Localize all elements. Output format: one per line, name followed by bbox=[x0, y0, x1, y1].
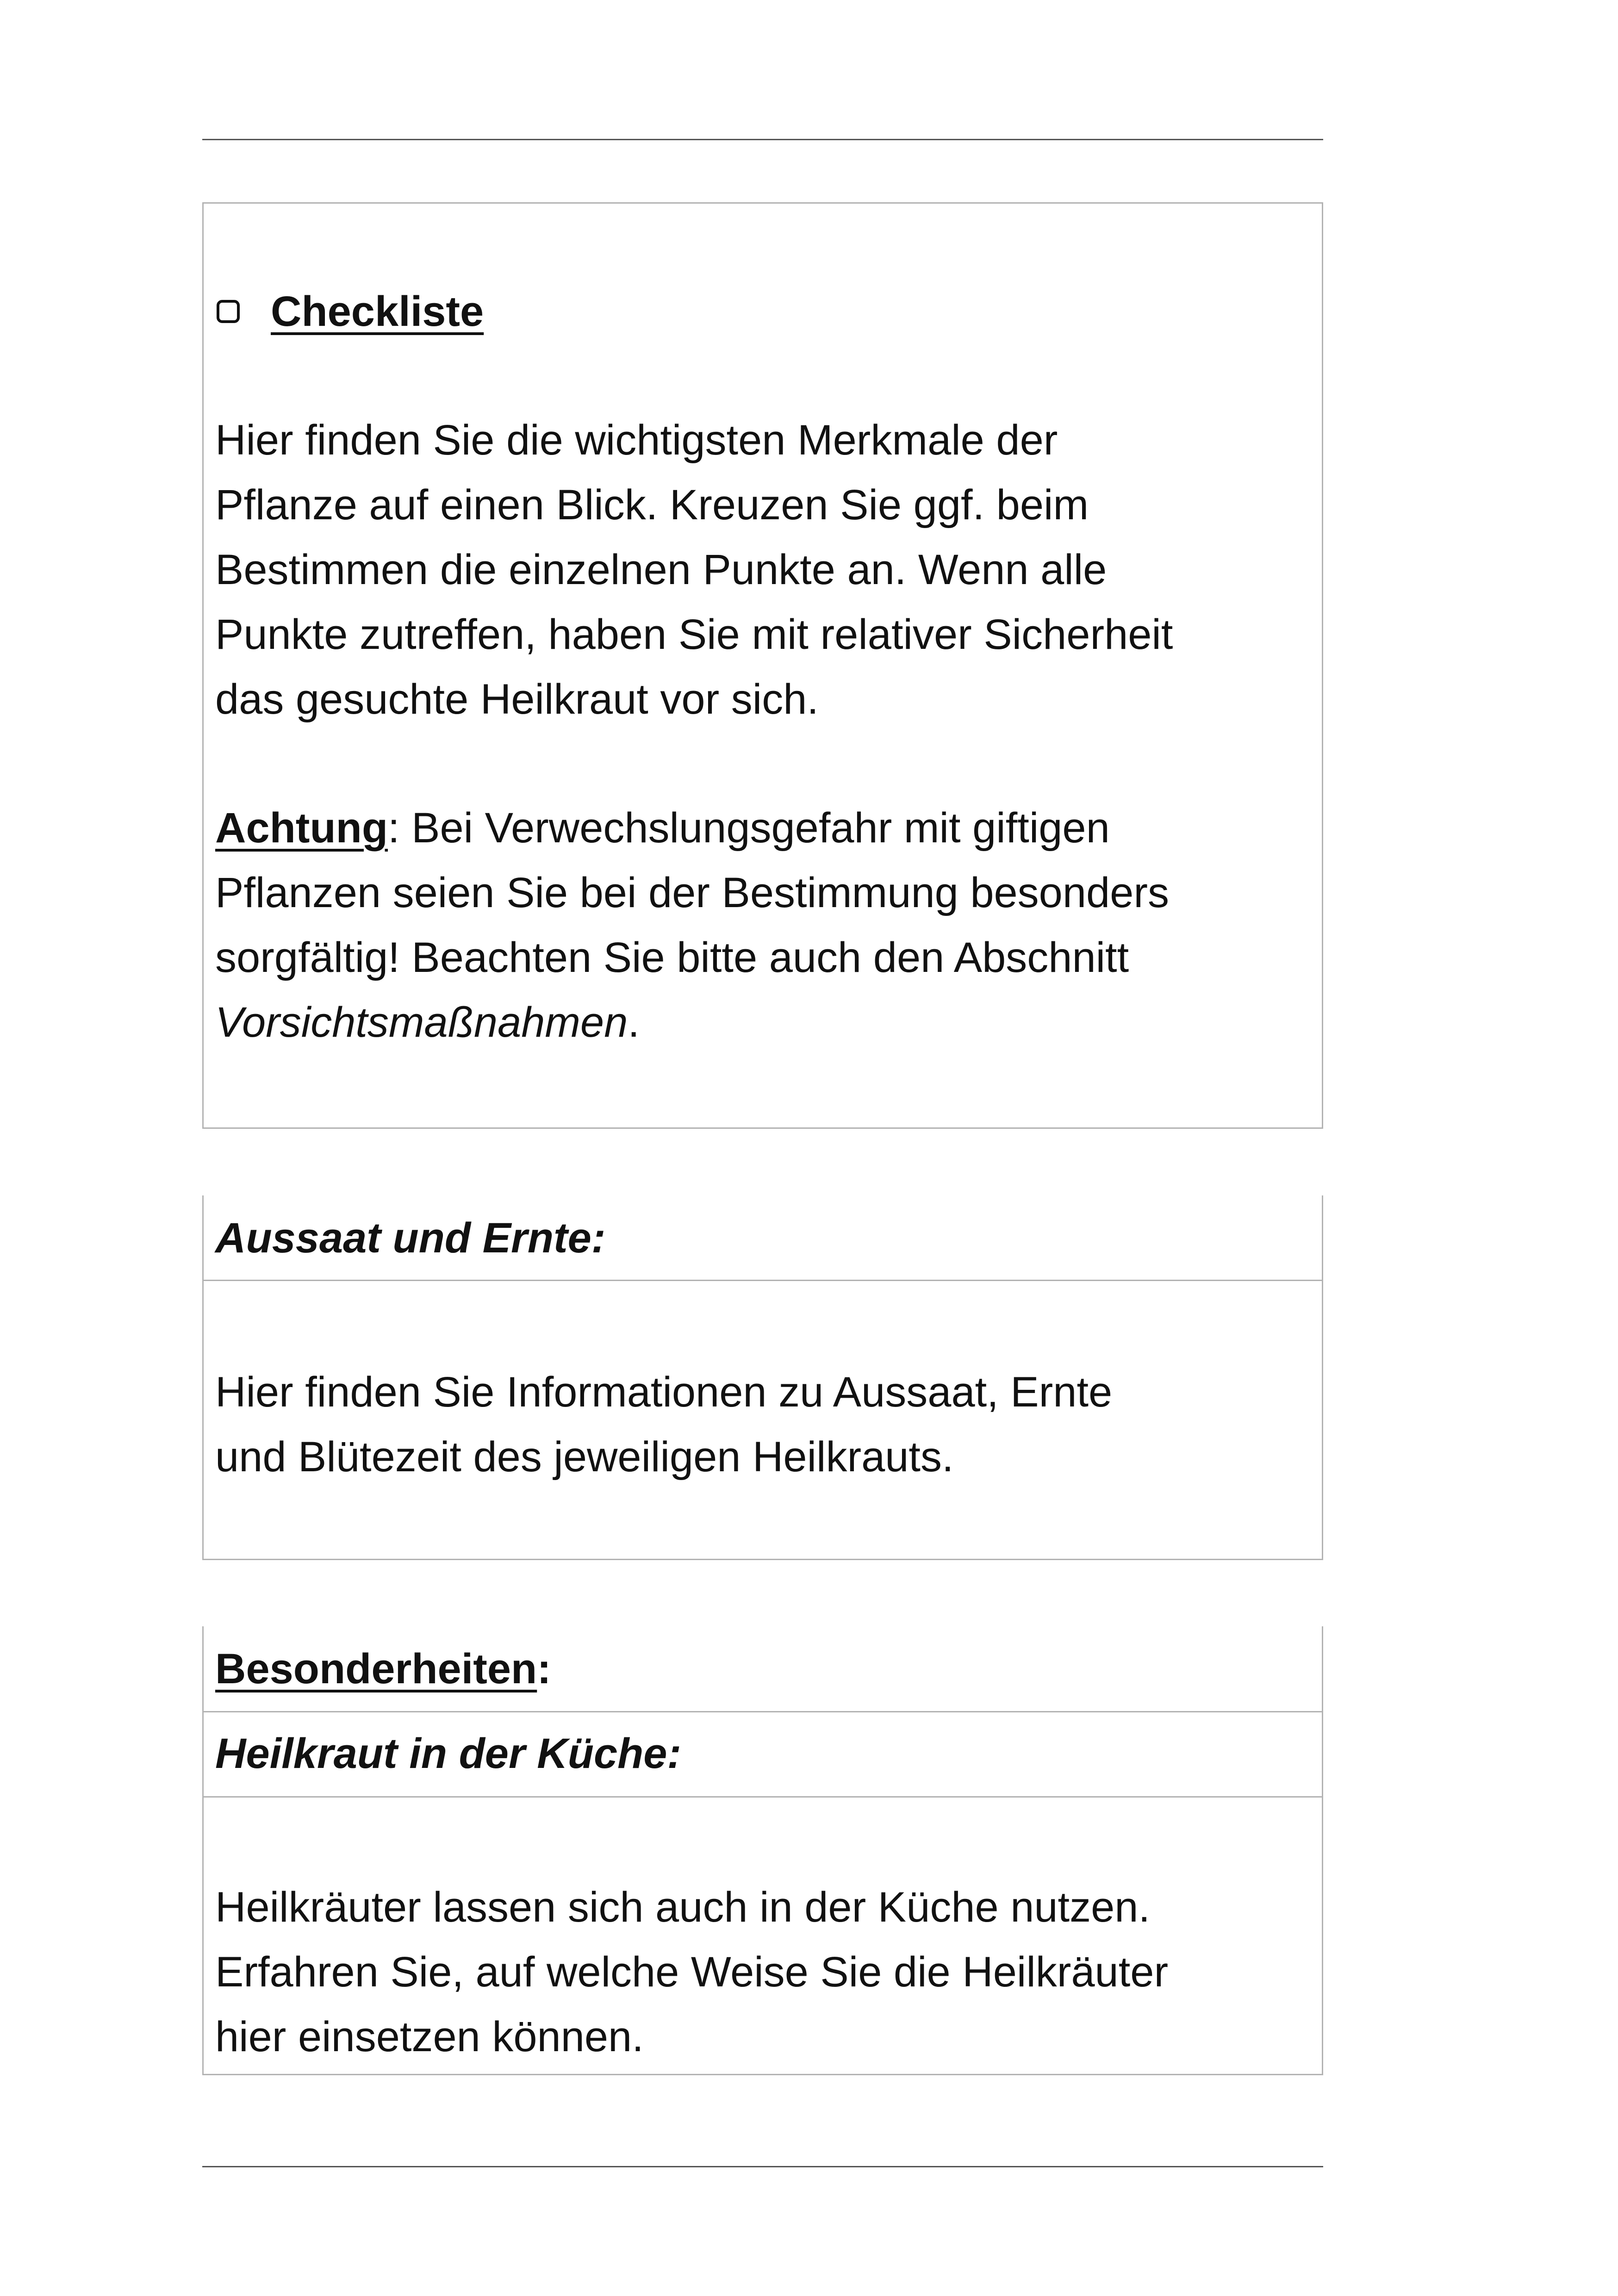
besonderheiten-colon: : bbox=[537, 1645, 551, 1692]
warning-line-1 bbox=[215, 796, 1310, 860]
checklist-intro-line-4: Punkte zutreffen, haben Sie mit relativer Sicherheit bbox=[215, 611, 1173, 658]
kueche-line-2: Erfahren Sie, auf welche Weise Sie die Heilkräuter bbox=[215, 1948, 1169, 1996]
warning-label: Achtung bbox=[215, 804, 388, 852]
checklist-intro-line-5: das gesuchte Heilkraut vor sich. bbox=[215, 676, 819, 723]
warning-text-1: : Bei Verwechslungsgefahr mit giftigen bbox=[388, 804, 1110, 852]
checkbox-icon[interactable] bbox=[217, 300, 240, 323]
kueche-line-3: hier einsetzen können. bbox=[215, 2013, 644, 2060]
aussaat-divider bbox=[204, 1280, 1322, 1281]
warning-end: . bbox=[628, 999, 640, 1046]
besonderheiten-box bbox=[202, 1626, 1323, 2075]
warning-ref: Vorsichtsmaßnahmen bbox=[215, 999, 628, 1046]
aussaat-line-1: Hier finden Sie Informationen zu Aussaat, Ernte bbox=[215, 1369, 1113, 1416]
aussaat-line-2: und Blütezeit des jeweiligen Heilkrauts. bbox=[215, 1433, 954, 1481]
kueche-heading: Heilkraut in der Küche: bbox=[215, 1730, 682, 1777]
checklist-title-text: Checkliste bbox=[271, 288, 484, 335]
besonderheiten-divider bbox=[204, 1711, 1322, 1712]
checklist-box bbox=[202, 202, 1323, 1129]
warning-line-3: sorgfältig! Beachten Sie bitte auch den Abschnitt bbox=[215, 934, 1129, 981]
checklist-intro-line-3: Bestimmen die einzelnen Punkte an. Wenn alle bbox=[215, 546, 1107, 593]
warning-line-2: Pflanzen seien Sie bei der Bestimmung besonders bbox=[215, 869, 1169, 916]
kueche-divider bbox=[204, 1796, 1322, 1798]
aussaat-box bbox=[202, 1195, 1323, 1560]
checklist-title bbox=[271, 279, 1310, 344]
checklist-intro-line-1: Hier finden Sie die wichtigsten Merkmale der bbox=[215, 417, 1058, 464]
warning-line-4 bbox=[215, 990, 1310, 1055]
aussaat-heading: Aussaat und Ernte: bbox=[215, 1214, 606, 1262]
footer-rule bbox=[202, 2166, 1323, 2167]
besonderheiten-heading-text: Besonderheiten bbox=[215, 1645, 537, 1692]
header-rule bbox=[202, 139, 1323, 140]
besonderheiten-heading bbox=[215, 1636, 1310, 1701]
kueche-line-1: Heilkräuter lassen sich auch in der Küche nutzen. bbox=[215, 1884, 1151, 1931]
checklist-intro-line-2: Pflanze auf einen Blick. Kreuzen Sie ggf. beim bbox=[215, 481, 1089, 529]
